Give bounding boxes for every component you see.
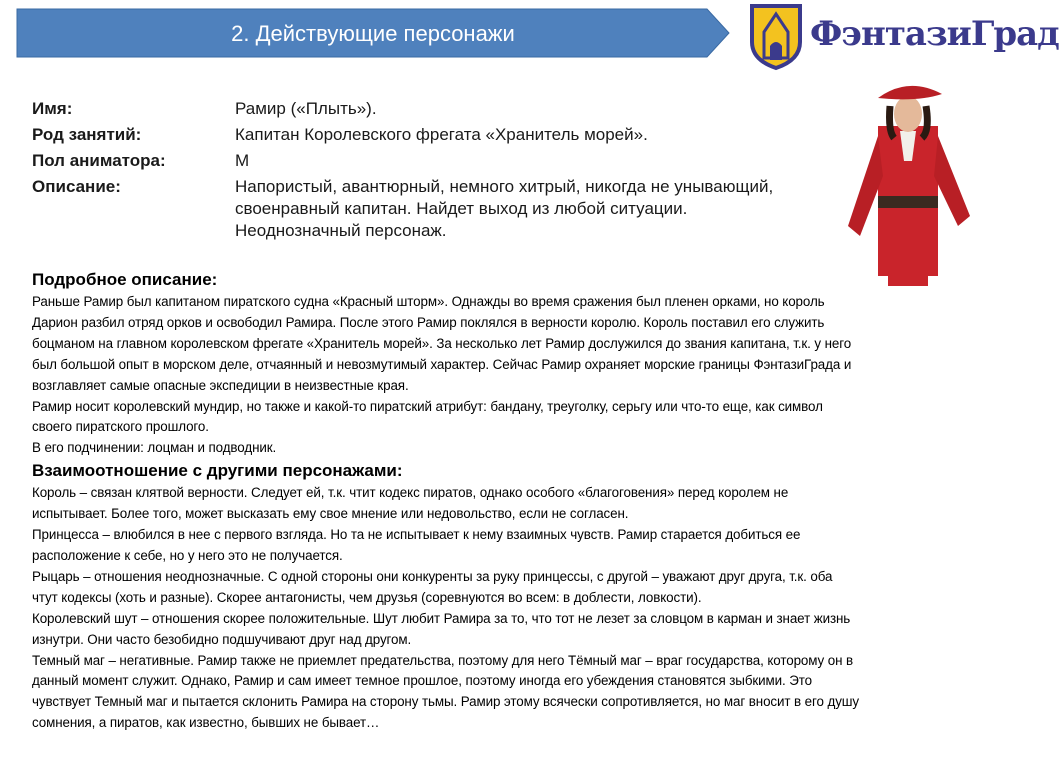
details-heading: Подробное описание: xyxy=(32,270,218,289)
text-line: данный момент служит. Однако, Рамир и сам имеет темное прошлое, поэтому иногда его убеждения становятся зыбкими. Это xyxy=(32,673,813,689)
field-value: М xyxy=(235,151,250,170)
field-label: Пол аниматора: xyxy=(32,151,166,170)
text-line: Рамир носит королевский мундир, но также и какой-то пиратский атрибут: бандану, треуголку, серьгу или что-то еще, как символ xyxy=(32,398,823,414)
character-fields xyxy=(32,98,773,246)
text-line: боцманом на главном королевском фрегате «Хранитель морей». За несколько лет Рамир дослужился до звания капитана, т.к. у него xyxy=(32,335,852,351)
field-description xyxy=(32,176,773,242)
field-gender xyxy=(32,150,773,172)
text-line: Король – связан клятвой верности. Следует ей, т.к. чтит кодекс пиратов, однако особого «благоговения» перед королем не xyxy=(32,485,789,501)
text-line: Дарион разбил отряд орков и освободил Рамира. После этого Рамир поклялся в верности королю. Король поставил его служить xyxy=(32,314,825,330)
text-line: испытывает. Более того, может высказать ему свое мнение или недовольство, если не согласен. xyxy=(32,506,629,522)
text-line: Темный маг – негативные. Рамир также не приемлет предательства, поэтому для него Тёмный маг – враг государства, которому он в xyxy=(32,652,854,668)
field-label: Род занятий: xyxy=(32,125,142,144)
character-photo xyxy=(838,76,978,286)
body-text xyxy=(32,268,1017,734)
text-line: Принцесса – влюбился в нее с первого взгляда. Но та не испытывает к нему взаимных чувств. Рамир старается добиться ее xyxy=(32,527,801,543)
field-value xyxy=(235,176,773,242)
text-line: возглавляет самые опасные экспедиции в неизвестные края. xyxy=(32,377,409,393)
field-occupation xyxy=(32,124,773,146)
text-line: чувствует Темный маг и пытается склонить Рамира на сторону тьмы. Рамир этому всячески сопротивляется, но маг вносит в его душу xyxy=(32,694,860,710)
text-line: был большой опыт в морском деле, отчаянный и невозмутимый характер. Сейчас Рамир охраняет морские границы ФэнтазиГрада и xyxy=(32,356,852,372)
text-line: В его подчинении: лоцман и подводник. xyxy=(32,440,277,456)
value-line: Напористый, авантюрный, немного хитрый, никогда не унывающий, xyxy=(235,177,774,196)
field-value: Капитан Королевского фрегата «Хранитель морей». xyxy=(235,125,648,144)
text-line: расположение к себе, но у него это не получается. xyxy=(32,547,343,563)
slide-title: 2. Действующие персонажи xyxy=(231,21,515,46)
field-label: Имя: xyxy=(32,99,73,118)
details-text xyxy=(32,292,1017,459)
logo xyxy=(748,2,1059,70)
text-line: сомнения, а пиратов, как известно, бывших не бывает… xyxy=(32,715,380,731)
value-line: своенравный капитан. Найдет выход из любой ситуации. xyxy=(235,199,688,218)
value-line: Неоднозначный персонаж. xyxy=(235,221,447,240)
field-name xyxy=(32,98,773,120)
text-line: изнутри. Они часто безобидно подшучивают друг над другом. xyxy=(32,631,412,647)
logo-text: ФэнтазиГрад xyxy=(810,14,1059,54)
field-value: Рамир («Плыть»). xyxy=(235,99,377,118)
text-line: Раньше Рамир был капитаном пиратского судна «Красный шторм». Однажды во время сражения был пленен орками, но король xyxy=(32,294,825,309)
castle-shield-icon xyxy=(748,2,804,70)
text-line: своего пиратского прошлого. xyxy=(32,419,209,435)
title-banner xyxy=(17,9,729,57)
text-line: Рыцарь – отношения неоднозначные. С одной стороны они конкуренты за руку принцессы, с другой – уважают друг друга, т.к. оба xyxy=(32,568,833,584)
relations-heading: Взаимоотношение с другими персонажами: xyxy=(32,461,403,481)
text-line: Королевский шут – отношения скорее положительные. Шут любит Рамира за то, что тот не лезет за словцом в карман и знает жизнь xyxy=(32,610,851,626)
text-line: чтут кодексы (хоть и разные). Скорее антагонисты, чем друзья (соревнуются во всем: в доблести, ловкости). xyxy=(32,589,702,605)
relations-text xyxy=(32,483,1017,734)
field-label: Описание: xyxy=(32,177,121,196)
